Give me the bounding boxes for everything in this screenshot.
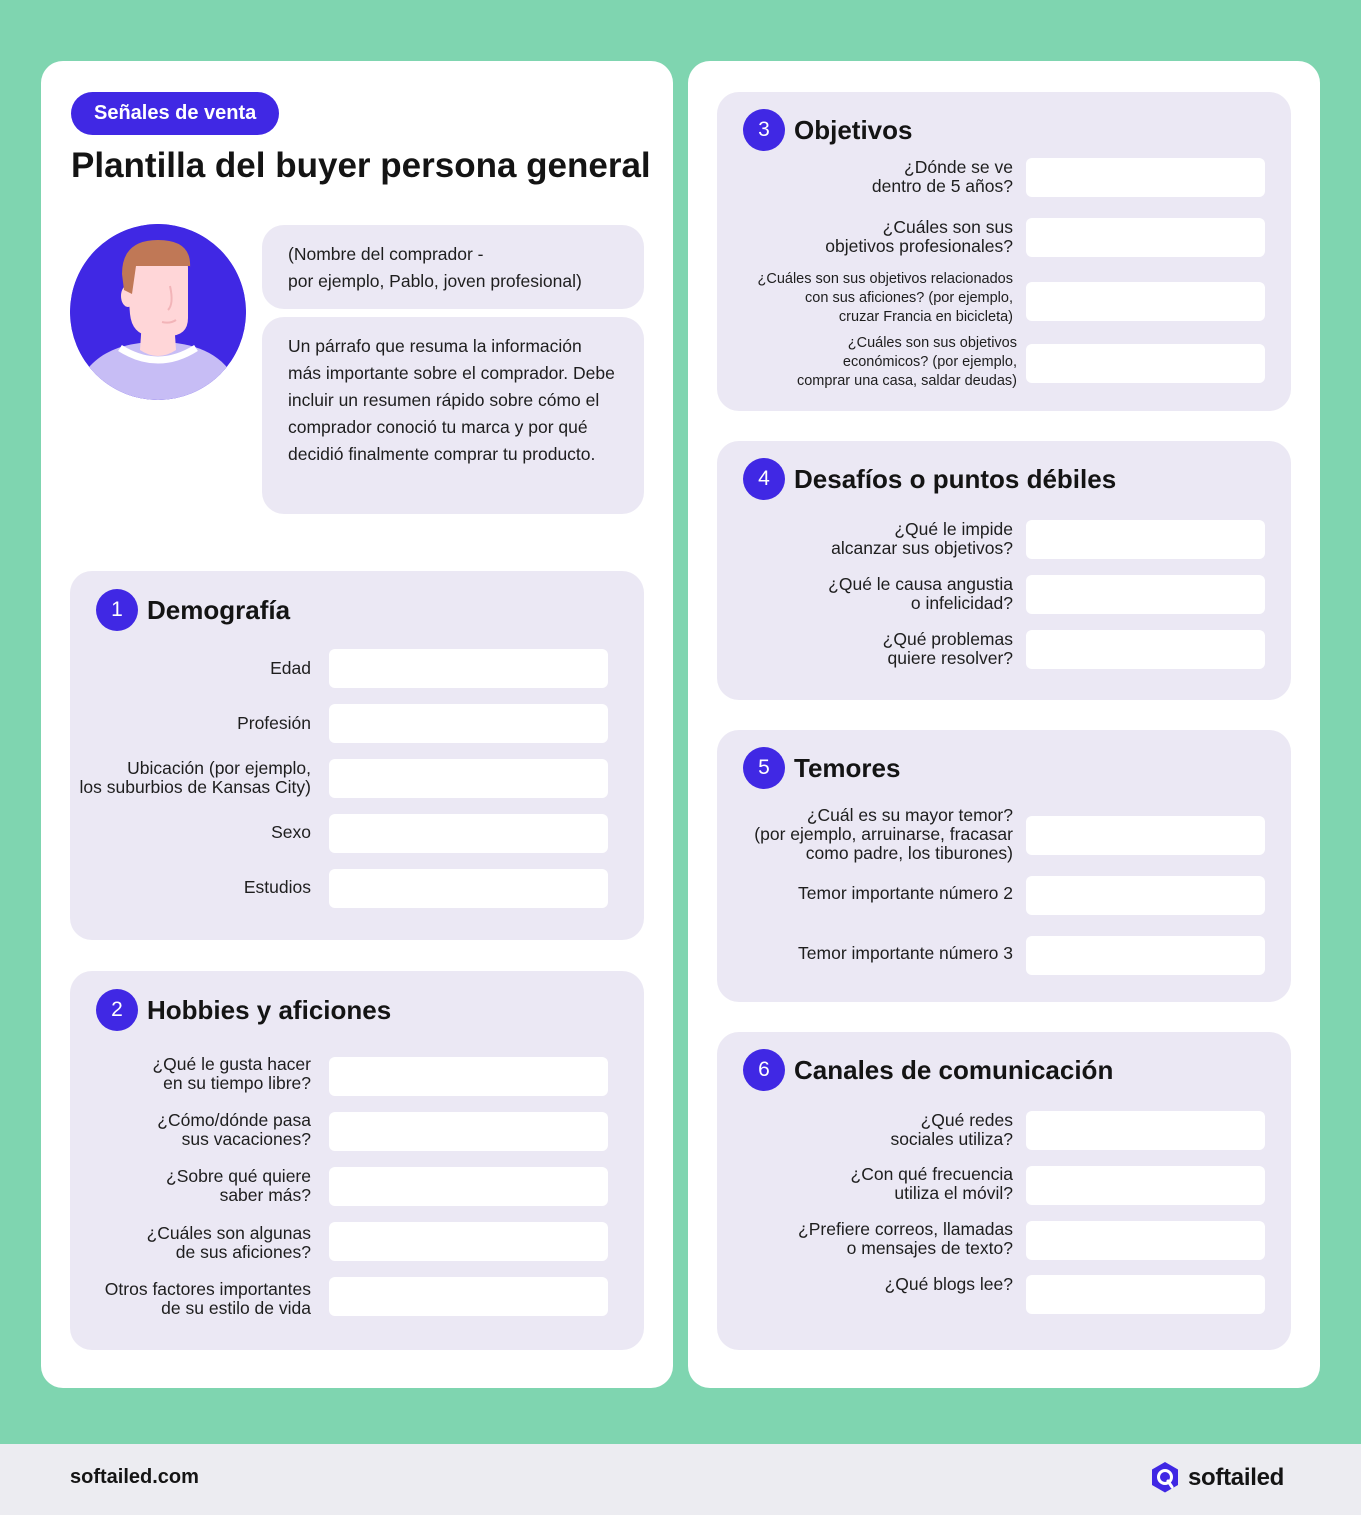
field-label-objetivos-profesionales: ¿Cuáles son sus objetivos profesionales?	[825, 217, 1013, 256]
field-label-contacto: ¿Prefiere correos, llamadas o mensajes de texto?	[798, 1219, 1013, 1258]
field-label-objetivos-economicos: ¿Cuáles son sus objetivos económicos? (por ejemplo, comprar una casa, saldar deudas)	[796, 335, 1017, 389]
person-illustration-icon	[70, 224, 246, 400]
section-number: 6	[743, 1049, 785, 1091]
section-header	[743, 747, 900, 789]
aficiones-field[interactable]	[329, 1222, 608, 1261]
tiempo-libre-field[interactable]	[329, 1057, 608, 1096]
edad-field[interactable]	[329, 649, 608, 688]
left-card	[41, 61, 673, 1388]
section-title: Hobbies y aficiones	[147, 994, 392, 1025]
section-title: Demografía	[147, 594, 291, 625]
field-label-saber-mas: ¿Sobre qué quiere saber más?	[166, 1166, 311, 1205]
section-desafios	[717, 441, 1291, 700]
field-label-aficiones: ¿Cuáles son algunas de sus aficiones?	[146, 1223, 311, 1262]
avatar	[70, 224, 246, 400]
field-label-profesion: Profesión	[237, 713, 311, 733]
section-number: 2	[96, 989, 138, 1031]
blogs-field[interactable]	[1026, 1275, 1265, 1314]
vacaciones-field[interactable]	[329, 1112, 608, 1151]
footer-site-link[interactable]: softailed.com	[70, 1466, 199, 1488]
field-label-redes: ¿Qué redes sociales utiliza?	[890, 1110, 1013, 1149]
field-label-problemas: ¿Qué problemas quiere resolver?	[882, 629, 1013, 668]
mayor-temor-field[interactable]	[1026, 816, 1265, 855]
field-label-estilo-vida: Otros factores importantes de su estilo de vida	[104, 1279, 311, 1318]
objetivos-economicos-field[interactable]	[1026, 344, 1265, 383]
section-hobbies	[70, 971, 644, 1350]
category-badge: Señales de venta	[71, 92, 279, 135]
right-card	[688, 61, 1320, 1388]
section-title: Desafíos o puntos débiles	[794, 463, 1117, 494]
estudios-field[interactable]	[329, 869, 608, 908]
field-label-tiempo-libre: ¿Qué le gusta hacer en su tiempo libre?	[152, 1054, 311, 1093]
objetivos-profesionales-field[interactable]	[1026, 218, 1265, 257]
field-label-estudios: Estudios	[243, 877, 311, 897]
brand-name: softailed	[1188, 1464, 1284, 1491]
section-title: Canales de comunicación	[794, 1054, 1114, 1085]
field-label-temor-2: Temor importante número 2	[798, 883, 1013, 903]
field-label-edad: Edad	[270, 658, 311, 678]
field-label-sexo: Sexo	[271, 822, 311, 842]
brand-logo	[1150, 1461, 1284, 1495]
field-label-objetivos-aficiones: ¿Cuáles son sus objetivos relacionados con sus aficiones? (por ejemplo, cruzar Francia en bicicleta)	[757, 271, 1013, 325]
footer	[0, 1444, 1361, 1515]
page-title: Plantilla del buyer persona general	[71, 146, 651, 185]
impide-field[interactable]	[1026, 520, 1265, 559]
section-objetivos	[717, 92, 1291, 411]
section-demografia	[70, 571, 644, 940]
section-temores	[717, 730, 1291, 1002]
section-number: 3	[743, 109, 785, 151]
section-header	[743, 458, 1116, 500]
field-label-temor-3: Temor importante número 3	[798, 943, 1013, 963]
movil-field[interactable]	[1026, 1166, 1265, 1205]
section-title: Objetivos	[794, 114, 913, 145]
temor-2-field[interactable]	[1026, 876, 1265, 915]
field-label-cinco-anos: ¿Dónde se ve dentro de 5 años?	[871, 157, 1013, 196]
problemas-field[interactable]	[1026, 630, 1265, 669]
field-label-movil: ¿Con qué frecuencia utiliza el móvil?	[850, 1164, 1013, 1203]
field-label-blogs: ¿Qué blogs lee?	[884, 1274, 1013, 1294]
section-header	[96, 989, 391, 1031]
section-number: 5	[743, 747, 785, 789]
profesion-field[interactable]	[329, 704, 608, 743]
brand-mark-icon	[1150, 1461, 1180, 1495]
field-label-impide: ¿Qué le impide alcanzar sus objetivos?	[831, 519, 1013, 558]
buyer-summary-box	[262, 317, 644, 514]
field-label-vacaciones: ¿Cómo/dónde pasa sus vacaciones?	[157, 1110, 311, 1149]
section-header	[96, 589, 290, 631]
section-number: 1	[96, 589, 138, 631]
field-label-angustia: ¿Qué le causa angustia o infelicidad?	[828, 574, 1013, 613]
buyer-summary-text: Un párrafo que resuma la información más importante sobre el comprador. Debe incluir un resumen rápido sobre cómo el comprador conoció tu marca y por qué decidió finalmente comprar tu producto.	[288, 336, 615, 464]
sexo-field[interactable]	[329, 814, 608, 853]
temor-3-field[interactable]	[1026, 936, 1265, 975]
section-header	[743, 1049, 1113, 1091]
estilo-vida-field[interactable]	[329, 1277, 608, 1316]
objetivos-aficiones-field[interactable]	[1026, 282, 1265, 321]
section-header	[743, 109, 912, 151]
cinco-anos-field[interactable]	[1026, 158, 1265, 197]
section-canales	[717, 1032, 1291, 1350]
field-label-ubicacion: Ubicación (por ejemplo, los suburbios de Kansas City)	[79, 758, 311, 797]
section-title: Temores	[794, 752, 901, 783]
field-label-mayor-temor: ¿Cuál es su mayor temor? (por ejemplo, arruinarse, fracasar como padre, los tiburones)	[754, 805, 1013, 863]
angustia-field[interactable]	[1026, 575, 1265, 614]
redes-field[interactable]	[1026, 1111, 1265, 1150]
buyer-name-box	[262, 225, 644, 309]
ubicacion-field[interactable]	[329, 759, 608, 798]
contacto-field[interactable]	[1026, 1221, 1265, 1260]
buyer-name-text: (Nombre del comprador - por ejemplo, Pablo, joven profesional)	[288, 244, 582, 291]
saber-mas-field[interactable]	[329, 1167, 608, 1206]
section-number: 4	[743, 458, 785, 500]
